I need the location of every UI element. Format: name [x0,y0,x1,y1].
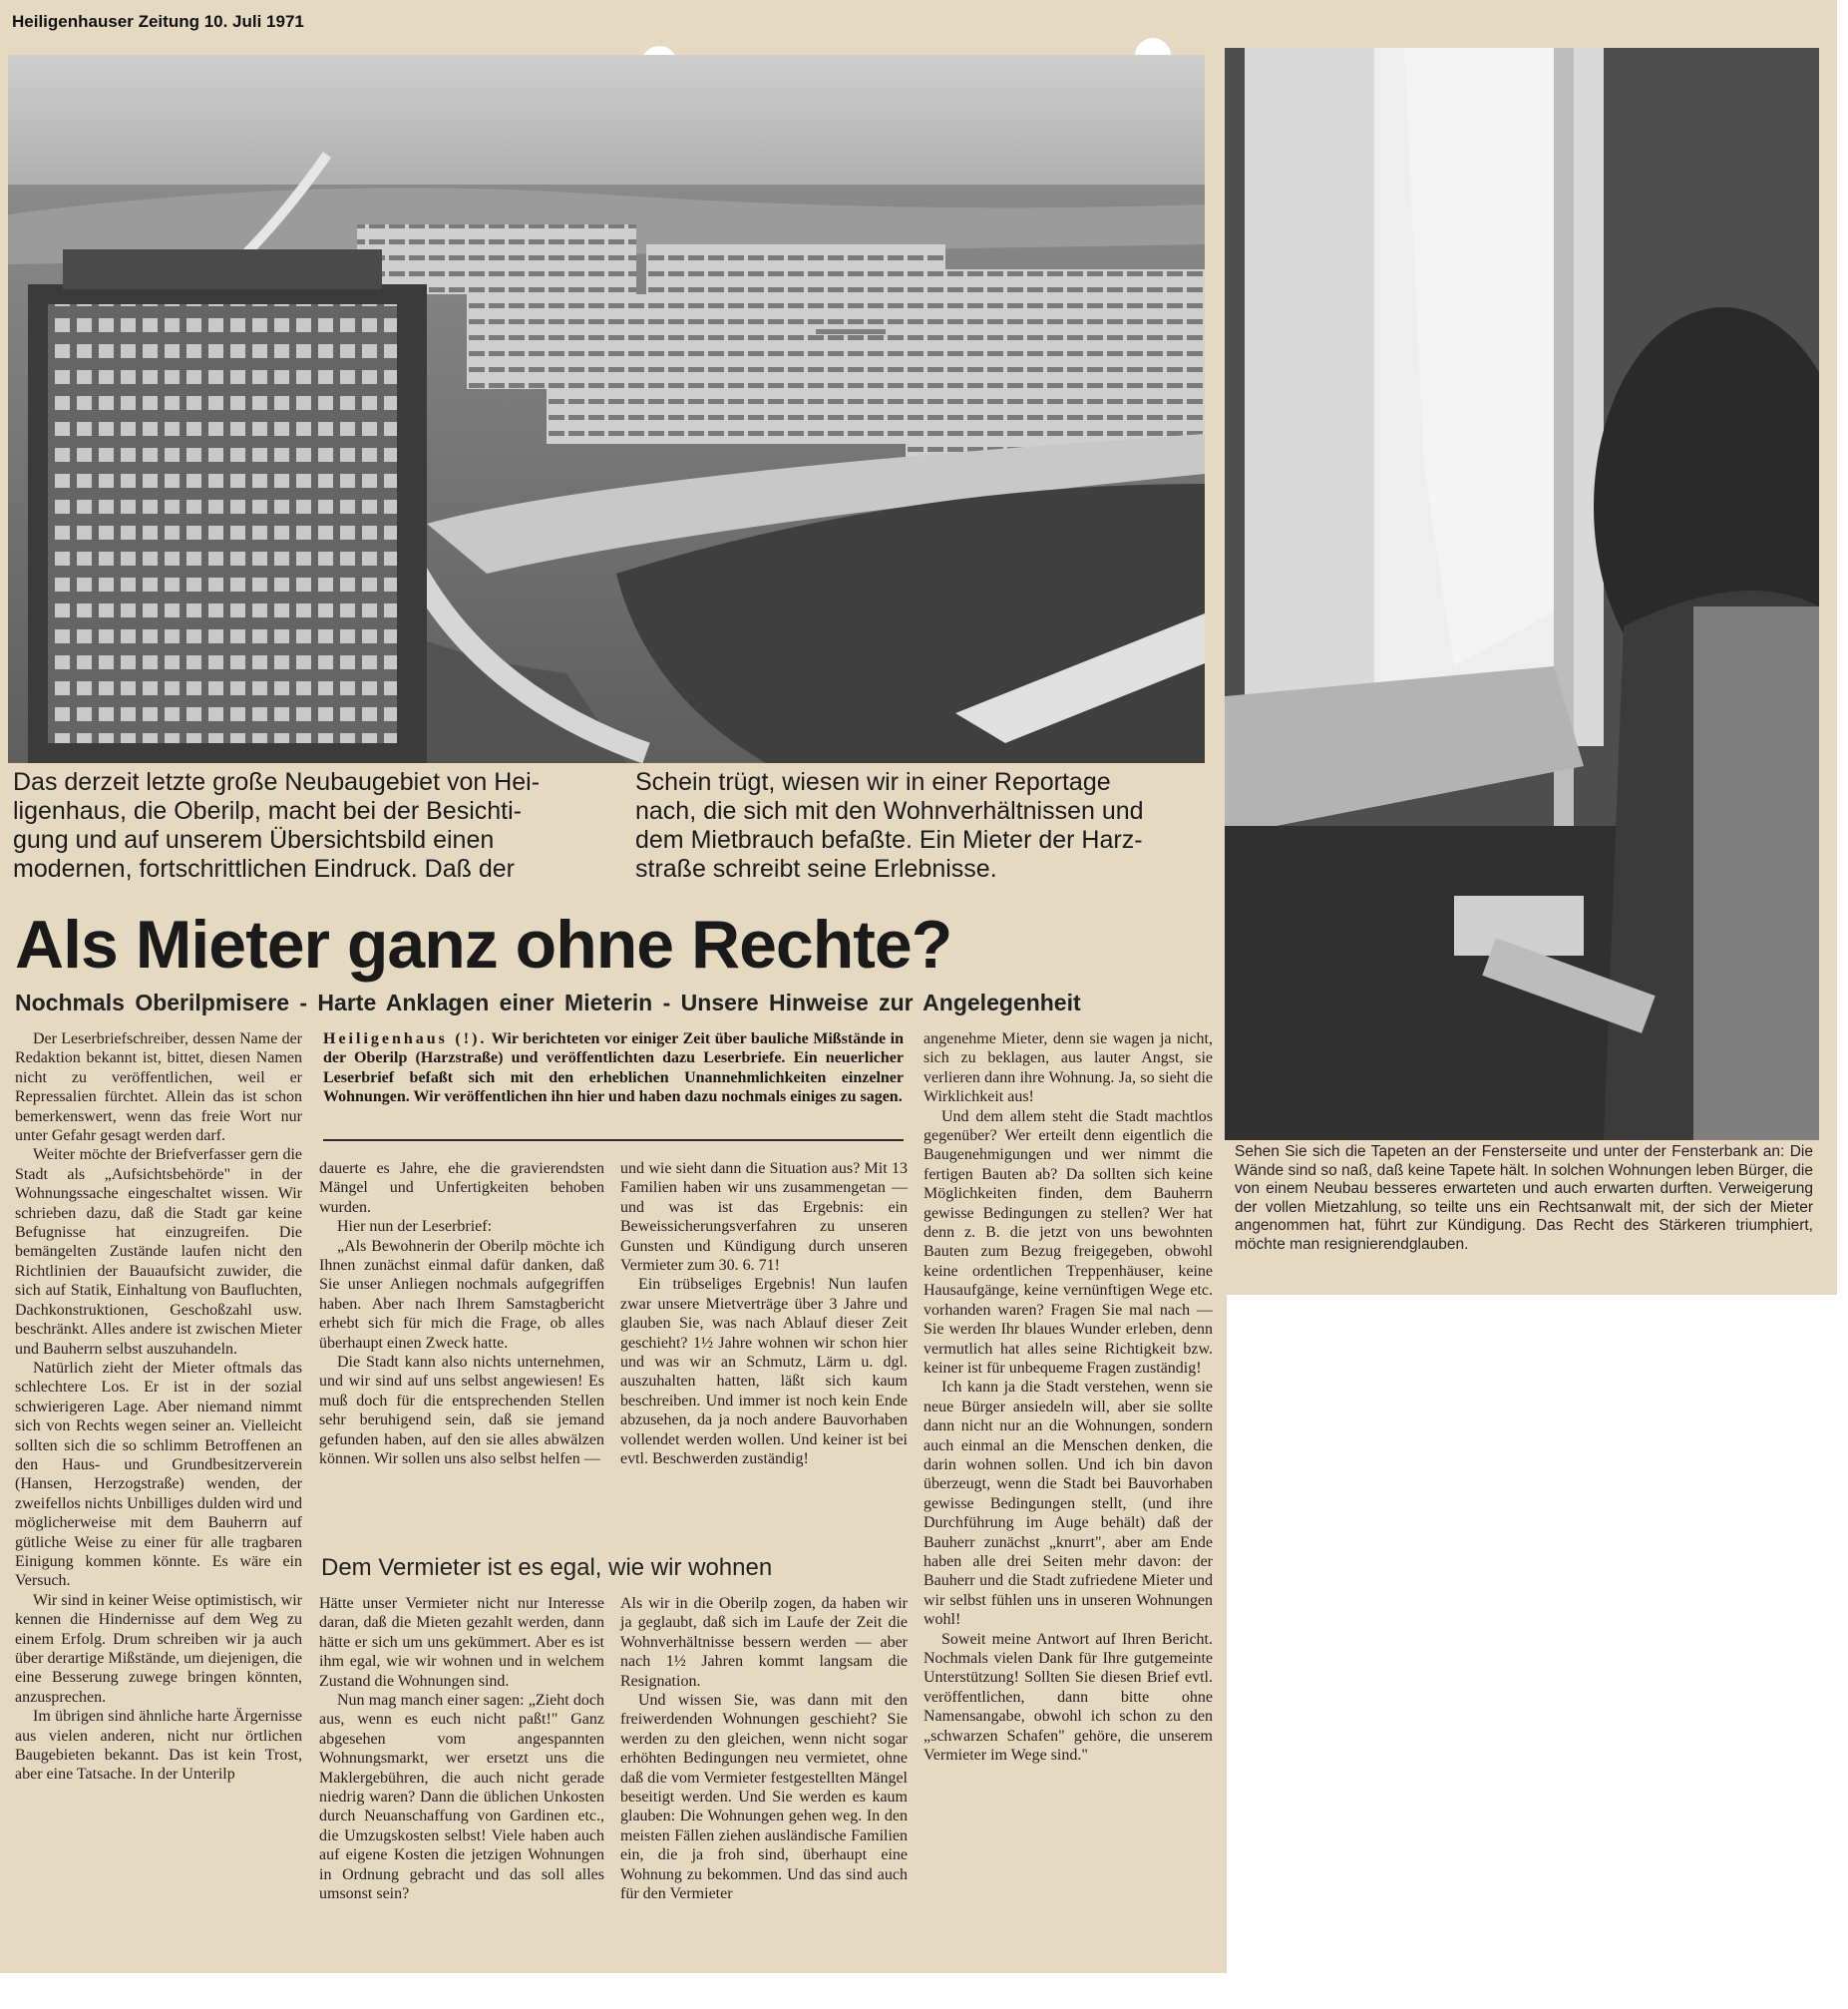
article-column-4 [924,1029,1213,1765]
window-photo-caption: Sehen Sie sich die Tapeten an der Fensterseite und unter der Fensterbank an: Die Wände sind so naß, daß keine Tapete hält. In solchen Wohnungen leben Bürger, die von einem Neubau besseres erwarteten und auch erwarten durften. Verweigerung der vollen Mietzahlung, so teilte uns ein Rechtsanwalt mit, der sich der Mieter angenommen hat, führt zur Kündigung. Das Recht des Stärkeren triumphiert, möchte man resignierendglauben. [1235,1143,1813,1253]
window-photo-illustration [1225,48,1819,1140]
subheadline: Nochmals Oberilpmisere - Harte Anklagen einer Mieterin - Unsere Hinweise zur Angelegenheit [15,990,1081,1015]
paragraph: Wir sind in keiner Weise optimistisch, wir kennen die Hindernisse auf dem Weg zu einem Erfolg. Drum schreiben wir ja auch über derartige Mißstände, um diejenigen, die eine Besserung zuwege bringen könnten, anzusprechen. [15,1591,302,1706]
caption-line: Das derzeit letzte große Neubaugebiet von Hei- [13,768,541,796]
photo-caption-left [13,768,581,884]
paragraph: und wie sieht dann die Situation aus? Mit 13 Familien haben wir uns zusammengetan — und was ist das Ergebnis: ein Beweissicherungsverfahren zu unseren Gunsten und Kündigung durch unseren Vermieter zum 30. 6. 71! [620,1160,908,1275]
paragraph: dauerte es Jahre, ehe die gravierendsten Mängel und Unfertigkeiten behoben wurden. [319,1160,604,1216]
paragraph: Soweit meine Antwort auf Ihren Bericht. Nochmals vielen Dank für Ihre gutgemeinte Unterstützung! Sollten Sie diesen Brief evtl. veröffentlichen, dann bitte ohne Namensangabe, obwohl ich schon zu den „schwarzen Schafen" gehöre, die unserem Vermieter im Wege sind." [924,1630,1213,1765]
article-column-1 [15,1029,302,1785]
caption-line: straße schreibt seine Erlebnisse. [635,855,997,883]
article-intro [323,1029,904,1107]
source-label: Heiligenhauser Zeitung 10. Juli 1971 [12,12,304,31]
caption-line: nach, die sich mit den Wohnverhältnissen und [635,797,1144,825]
paragraph: Natürlich zieht der Mieter oftmals das schlechtere Los. Er ist in der sozial schwierigeren Lage. Aber niemand nimmt sich von Rechts wegen seiner an. Vielleicht sollten sich die so schlimm Betroffenen an den Haus- und Grundbesitzerverein (Hansen, Herzogstraße) wenden, der zweifellos nichts Unbilliges dulden wird und möglicherweise mit dem Bauherrn auf gütliche Weise zu einer für alle tragbaren Einigung kommen könnte. Es wäre ein Versuch. [15,1359,302,1590]
aerial-photo [8,55,1205,763]
article-column-2-continued [319,1594,604,1904]
paragraph: Als wir in die Oberilp zogen, da haben wir ja geglaubt, daß sich im Laufe der Zeit die Wohnverhältnisse bessern werden — aber nach 1½ Jahren kommt langsam die Resignation. [620,1595,908,1690]
article-column-3 [620,1159,908,1469]
article-column-3-continued [620,1594,908,1904]
paragraph: Die Stadt kann also nichts unternehmen, und wir sind auf uns selbst angewiesen! Es muß doch für die entsprechenden Stellen sehr beruhigend sein, daß sie jemand gefunden haben, auf den sie alles abwälzen können. Wir sollen uns also selbst helfen — [319,1354,604,1468]
intro-text: Wir berichteten vor einiger Zeit über bauliche Mißstände in der Oberilp (Harzstraße) und veröffentlichten dazu Leserbriefe. Ein neuerlicher Leserbrief befaßt sich mit den erheblichen Unannehmlichkeiten einzelner Wohnungen. Wir veröffentlichen ihn hier und haben dazu nochmals einiges zu sagen. [323,1030,904,1106]
paragraph: Ein trübseliges Ergebnis! Nun laufen zwar unsere Mietverträge über 3 Jahre und glauben Sie, was nach Ablauf dieser Zeit geschieht? 1½ Jahre wohnen wir schon hier und was wir an Schmutz, Lärm u. dgl. auszuhalten hatten, läßt sich kaum beschreiben. Und immer ist noch kein Ende abzusehen, da ja noch andere Bauvorhaben vollendet werden wollen. Und keiner ist bei evtl. Beschwerden zuständig! [620,1276,908,1468]
dateline: Heiligenhaus (!). [323,1030,488,1047]
paragraph: Und dem allem steht die Stadt machtlos gegenüber? Wer erteilt denn eigentlich die Baugenehmigungen und wer nimmt die fertigen Bauten ab? Da sollten sich keine Möglichkeiten finden, dem Bauherrn gewisse Bedingungen zu stellen? Wer hat denn z. B. die jetzt von uns bewohnten Bauten zum Bezug freigegeben, obwohl keine ordentlichen Treppenhäuser, keine Hausaufgänge, keine vernünftigen Wege etc. vorhanden waren? Fragen Sie mal nach — Sie werden Ihr blaues Wunder erleben, denn vermutlich hat alles seine Richtigkeit bzw. keiner ist für unbequeme Fragen zuständig! [924,1107,1213,1377]
caption-line: dem Mietbrauch befaßte. Ein Mieter der Harz- [635,826,1143,854]
caption-line: Schein trügt, wiesen wir in einer Reportage [635,768,1111,796]
paragraph: Nun mag manch einer sagen: „Zieht doch aus, wenn es euch nicht paßt!" Ganz abgesehen vom angespannten Wohnungsmarkt, wer ersetzt uns die Maklergebühren, die auch nicht gerade niedrig waren? Dann die üblichen Unkosten durch Neuanschaffung von Gardinen etc., die Umzugskosten selbst! Viele haben auch auf eigene Kosten die jetzigen Wohnungen in Ordnung gebracht und das soll alles umsonst sein? [319,1692,604,1903]
headline: Als Mieter ganz ohne Rechte? [15,907,952,983]
window-photo [1225,48,1819,1140]
caption-line: modernen, fortschrittlichen Eindruck. Daß der [13,855,515,883]
paragraph: Hätte unser Vermieter nicht nur Interesse daran, daß die Mieten gezahlt werden, dann hätte er sich um uns gekümmert. Aber es ist ihm egal, wie wir wohnen und in welchem Zustand die Wohnungen sind. [319,1595,604,1690]
caption-line: gung und auf unserem Übersichtsbild einen [13,826,495,854]
paragraph: Ich kann ja die Stadt verstehen, wenn sie neue Bürger ansiedeln will, aber sie sollte dann nicht nur an die Wohnungen, sondern auch einmal an die Menschen denken, die darin wohnen sollen. Und ich bin davon überzeugt, wenn die Stadt bei Bauvorhaben gewisse Bedingungen stellt, (und ihre Durchführung im Auge behält) daß der Bauherr zunächst „knurrt", aber am Ende haben alle drei Seiten mehr davon: der Bauherr und die Stadt zufriedene Mieter und wir selbst fühlen uns in unseren Wohnungen wohl! [924,1379,1213,1629]
intro-divider [323,1139,904,1141]
photo-caption-right [635,768,1207,884]
paragraph: Weiter möchte der Briefverfasser gern die Stadt als „Aufsichtsbehörde" in der Wohnungssache eingeschaltet wissen. Wir schrieben dazu, daß die Stadt gar keine Befugnisse hat einzugreifen. Die bemängelten Zustände laufen nicht den Richtlinien der Bauaufsicht zuwider, die sich auf Statik, Einhaltung von Baufluchten, Dachkonstruktionen, Geschoßzahl usw. beschränkt. Alles andere ist zwischen Mieter und Bauherrn selbst auszuhandeln. [15,1146,302,1358]
mid-subheadline: Dem Vermieter ist es egal, wie wir wohnen [321,1554,773,1581]
article-column-2 [319,1159,604,1469]
paragraph: angenehme Mieter, denn sie wagen ja nicht, sich zu beklagen, aus lauter Angst, sie verlieren dann ihre Wohnung. Ja, so sieht die Wirklichkeit aus! [924,1030,1213,1106]
paragraph: Der Leserbriefschreiber, dessen Name der Redaktion bekannt ist, bittet, diesen Namen nicht zu veröffentlichen, weil er Repressalien fürchtet. Allein das ist schon bemerkenswert, wenn das freie Wort nur unter Gefahr gesagt werden darf. [15,1030,302,1145]
paragraph: „Als Bewohnerin der Oberilp möchte ich Ihnen zunächst einmal dafür danken, daß Sie unser Anliegen nochmals aufgegriffen haben. Aber nach Ihrem Samstagbericht erhebt sich für mich die Frage, ob alles überhaupt einen Zweck hatte. [319,1237,604,1352]
paragraph: Hier nun der Leserbrief: [337,1218,493,1236]
aerial-photo-illustration [8,55,1205,763]
paragraph: Und wissen Sie, was dann mit den freiwerdenden Wohnungen geschieht? Sie werden zu den gleichen, wenn nicht sogar erhöhten Bedingungen neu vermietet, ohne daß die vom Vermieter festgestellten Mängel beseitigt werden. Und Sie werden es kaum glauben: Die Wohnungen gehen weg. In den meisten Fällen ziehen ausländische Familien ein, die ja froh sind, überhaupt eine Wohnung zu bekommen. Und das sind auch für den Vermieter [620,1692,908,1903]
caption-line: ligenhaus, die Oberilp, macht bei der Besichti- [13,797,522,825]
paragraph: Im übrigen sind ähnliche harte Ärgernisse aus vielen anderen, nicht nur örtlichen Baugebieten bekannt. Das ist kein Trost, aber eine Tatsache. In der Unterilp [15,1708,302,1784]
